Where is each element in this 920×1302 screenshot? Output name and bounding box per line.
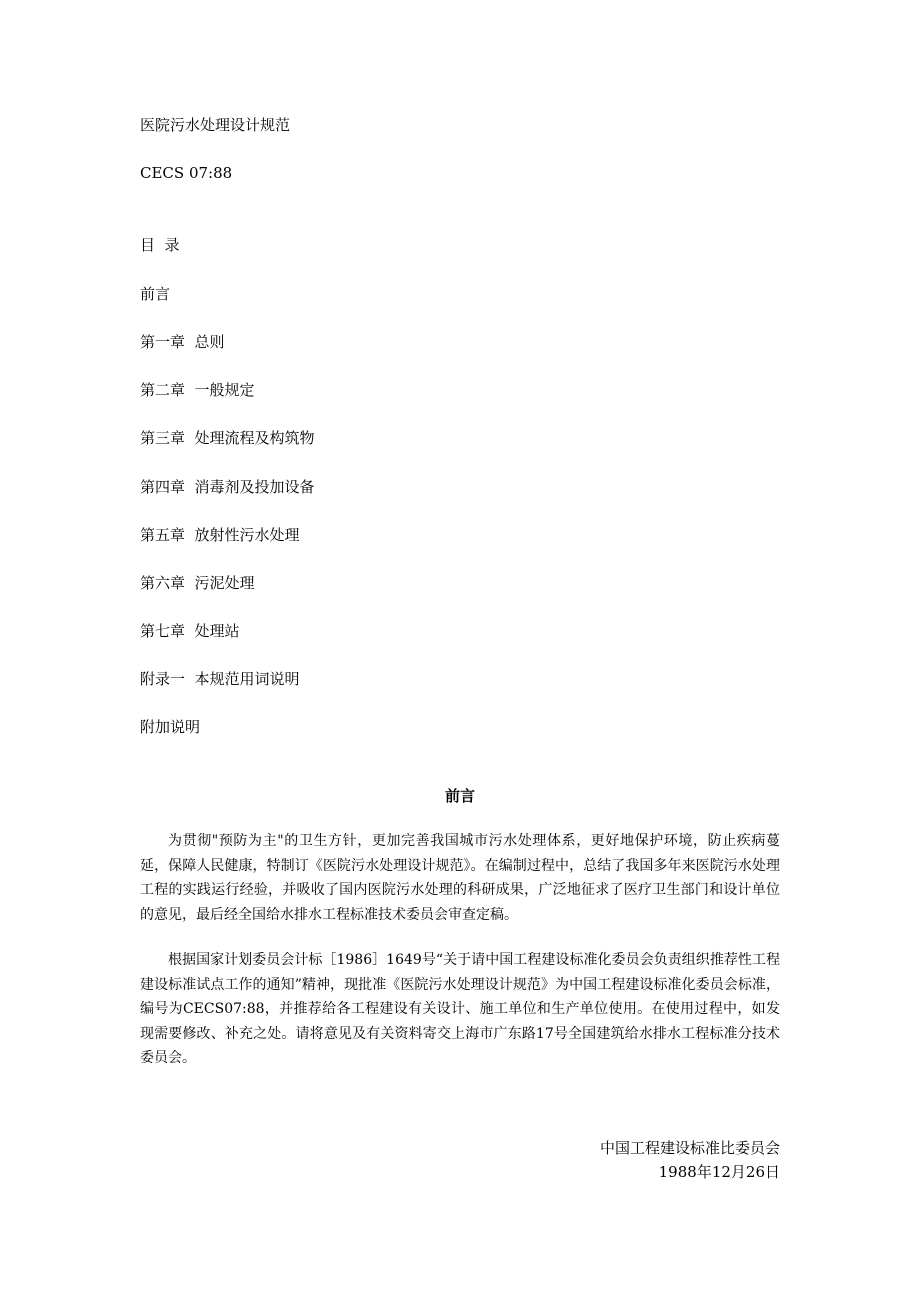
preface-paragraph: 根据国家计划委员会计标［1986］1649号“关于请中国工程建设标准化委员会负责组织推荐性工程建设标准试点工作的通知”精神，现批准《医院污水处理设计规范》为中国工程建设标准化委员会标准，编号为CECS07:88，并推荐给各工程建设有关设计、施工单位和生产单位使用。在使用过程中，如发现需要修改、补充之处。请将意见及有关资料寄交上海市广东路17号全国建筑给水排水工程标准分技术委员会。	[140, 952, 780, 1066]
toc-item: 第七章 处理站	[140, 622, 240, 640]
toc-item: 附加说明	[140, 718, 201, 736]
toc-item: 第六章 污泥处理	[140, 574, 255, 592]
toc-item: 前言	[140, 285, 171, 303]
preface-heading: 前言	[444, 787, 475, 805]
toc-item: 第四章 消毒剂及投加设备	[140, 478, 315, 496]
document-code: CECS 07:88	[140, 164, 233, 182]
toc-heading: 目 录	[140, 236, 180, 254]
toc-item: 第二章 一般规定	[140, 381, 255, 399]
signature-date: 1988年12月26日	[658, 1163, 780, 1181]
toc-item: 附录一 本规范用词说明	[140, 670, 300, 688]
toc-item: 第一章 总则	[140, 333, 225, 351]
preface-paragraph: 为贯彻"预防为主"的卫生方针，更加完善我国城市污水处理体系，更好地保护环境，防止疾病蔓延，保障人民健康，特制订《医院污水处理设计规范》。在编制过程中，总结了我国多年来医院污水处理工程的实践运行经验，并吸收了国内医院污水处理的科研成果，广泛地征求了医疗卫生部门和设计单位的意见，最后经全国给水排水工程标准技术委员会审查定稿。	[140, 833, 780, 923]
toc-item: 第三章 处理流程及构筑物	[140, 429, 315, 447]
document-title: 医院污水处理设计规范	[140, 116, 291, 134]
toc-item: 第五章 放射性污水处理	[140, 526, 300, 544]
signature-org: 中国工程建设标准比委员会	[599, 1139, 780, 1157]
